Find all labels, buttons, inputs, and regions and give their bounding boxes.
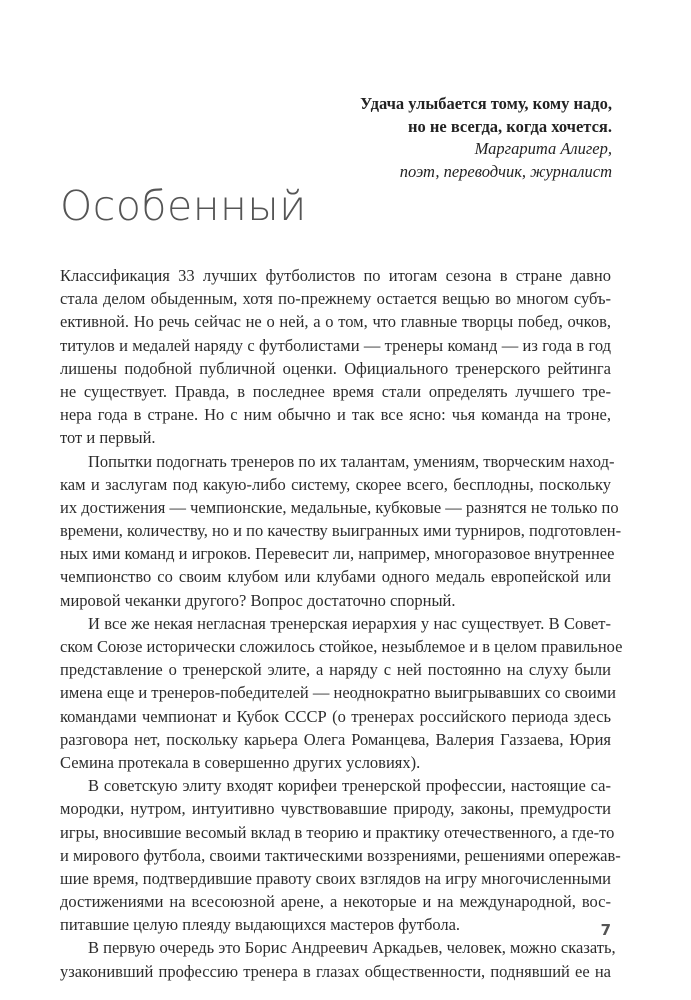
text-line: Семина протекала в совершенно других условиях). xyxy=(60,752,421,772)
text-line: нера года в стране. Но с ним обычно и так все ясно: чья команда на троне, xyxy=(60,405,611,425)
page-number: 7 xyxy=(600,921,611,939)
text-line: шие время, подтвердившие правоту своих взглядов на игру многочисленными xyxy=(60,868,611,888)
text-line: ском Союзе исторически сложилось стойкое, незыблемое и в целом правильное xyxy=(60,637,623,656)
body-paragraph xyxy=(60,774,621,936)
epigraph-author-role: поэт, переводчик, журналист xyxy=(399,161,612,181)
text-line: разговора нет, поскольку карьера Олега Романцева, Валерия Газзаева, Юрия xyxy=(60,729,611,749)
text-line: Классификация 33 лучших футболистов по итогам сезона в стране давно xyxy=(60,266,611,285)
text-line: И все же некая негласная тренерская иерархия у нас существует. В Совет- xyxy=(88,613,611,633)
text-line: ных ими команд и игроков. Перевесит ли, например, многоразовое внутреннее xyxy=(60,544,615,564)
epigraph xyxy=(252,93,612,183)
text-line: времени, количеству, но и по качеству выигранных ими турниров, подготовлен- xyxy=(60,521,622,541)
body-paragraph xyxy=(60,450,622,612)
body-paragraph xyxy=(60,612,623,774)
text-line: узаконивший профессию тренера в глазах общественности, поднявший ее на xyxy=(60,961,611,981)
text-line: лишены подобной публичной оценки. Официального тренерского рейтинга xyxy=(60,358,611,378)
text-line: кам и заслугам под какую-либо систему, скорее всего, бесплодны, поскольку xyxy=(60,474,611,494)
epigraph-quote-line-2: но не всегда, когда хочется. xyxy=(407,116,612,136)
text-line: тот и первый. xyxy=(60,428,156,448)
text-line: представление о тренерской элите, а наряду с ней постоянно на слуху были xyxy=(60,660,611,680)
body-text xyxy=(60,264,623,983)
body-paragraph xyxy=(60,936,616,982)
text-line: мировой чеканки другого? Вопрос достаточно спорный. xyxy=(60,590,456,610)
text-line: Попытки подогнать тренеров по их талантам, умениям, творческим наход- xyxy=(88,451,615,471)
text-line: командами чемпионат и Кубок СССР (о тренерах российского периода здесь xyxy=(60,706,611,726)
body-paragraph xyxy=(60,264,611,450)
chapter-title: Особенный xyxy=(60,182,307,230)
text-line: имена еще и тренеров-победителей — неоднократно выигрывавших со своими xyxy=(60,683,616,703)
text-line: В первую очередь это Борис Андреевич Аркадьев, человек, можно сказать, xyxy=(88,938,616,958)
text-line: ективной. Но речь сейчас не о ней, а о том, что главные творцы побед, очков, xyxy=(60,312,611,332)
text-line: мородки, нутром, интуитивно чувствовавшие природу, законы, премудрости xyxy=(60,799,611,819)
text-line: питавшие целую плеяду выдающихся мастеров футбола. xyxy=(60,915,461,935)
text-line: В советскую элиту входят корифеи тренерской профессии, настоящие са- xyxy=(88,776,611,796)
epigraph-quote-line-1: Удача улыбается тому, кому надо, xyxy=(360,94,612,113)
text-line: и мирового футбола, своими тактическими воззрениями, решениями опережав- xyxy=(60,845,621,865)
text-line: титулов и медалей наряду с футболистами — тренеры команд — из года в год xyxy=(60,335,611,355)
text-line: достижениями на всесоюзной арене, а некоторые и на международной, вос- xyxy=(60,892,611,912)
text-line: не существует. Правда, в последнее время стали определять лучшего тре- xyxy=(60,381,611,401)
text-line: чемпионство со своим клубом или клубами одного медаль европейской или xyxy=(60,567,611,587)
text-line: их достижения — чемпионские, медальные, кубковые — разнятся не только по xyxy=(60,497,619,517)
text-line: игры, вносившие весомый вклад в теорию и практику отечественного, а где-то xyxy=(60,822,615,842)
epigraph-author: Маргарита Алигер, xyxy=(474,139,612,158)
text-line: стала делом обыденным, хотя по-прежнему остается вещью во многом субъ- xyxy=(60,289,611,309)
